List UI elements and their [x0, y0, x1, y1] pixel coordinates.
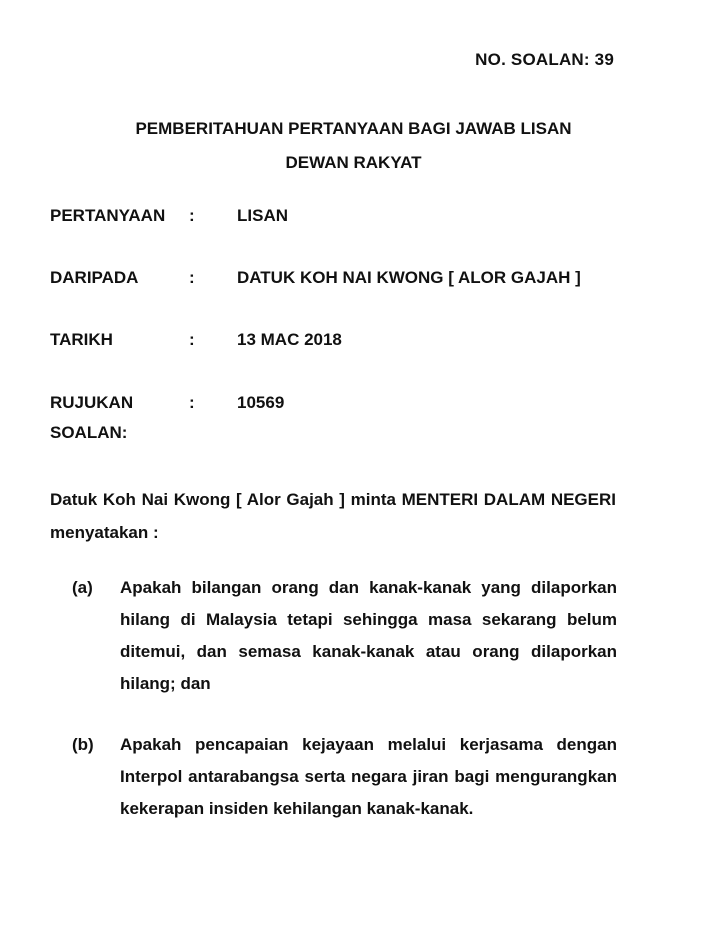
item-text: Apakah bilangan orang dan kanak-kanak yang dilaporkan hilang di Malaysia tetapi sehingga masa sekarang belum ditemui, dan semasa kanak-kanak atau orang dilaporkan hilang; dan [120, 578, 617, 693]
item-marker: (a) [72, 578, 93, 597]
item-marker: (b) [72, 735, 94, 754]
field-label-line-2: SOALAN: [50, 423, 128, 442]
field-value: 13 MAC 2018 [237, 330, 342, 349]
field-colon: : [189, 268, 195, 287]
field-value: LISAN [237, 206, 288, 225]
field-label: TARIKH [50, 330, 113, 349]
field-value: 10569 [237, 393, 285, 412]
question-item-b [72, 729, 617, 825]
field-colon: : [189, 206, 195, 225]
field-colon: : [189, 330, 195, 349]
field-label: PERTANYAAN [50, 206, 166, 225]
title-line-2: DEWAN RAKYAT [285, 153, 422, 172]
question-number: NO. SOALAN: 39 [475, 50, 614, 69]
field-label-line-1: RUJUKAN [50, 393, 134, 412]
field-value: DATUK KOH NAI KWONG [ ALOR GAJAH ] [237, 268, 581, 287]
title-line-1: PEMBERITAHUAN PERTANYAAN BAGI JAWAB LISAN [135, 119, 572, 138]
field-rujukan-soalan [50, 388, 650, 448]
question-intro: Datuk Koh Nai Kwong [ Alor Gajah ] minta MENTERI DALAM NEGERI menyatakan : [50, 490, 616, 542]
item-text: Apakah pencapaian kejayaan melalui kerjasama dengan Interpol antarabangsa serta negara jiran bagi mengurangkan kekerapan insiden kehilangan kanak-kanak. [120, 735, 617, 818]
field-label: DARIPADA [50, 268, 139, 287]
field-colon: : [189, 393, 195, 412]
field-label [50, 388, 185, 448]
question-item-a [72, 572, 617, 700]
document-title [0, 112, 707, 180]
